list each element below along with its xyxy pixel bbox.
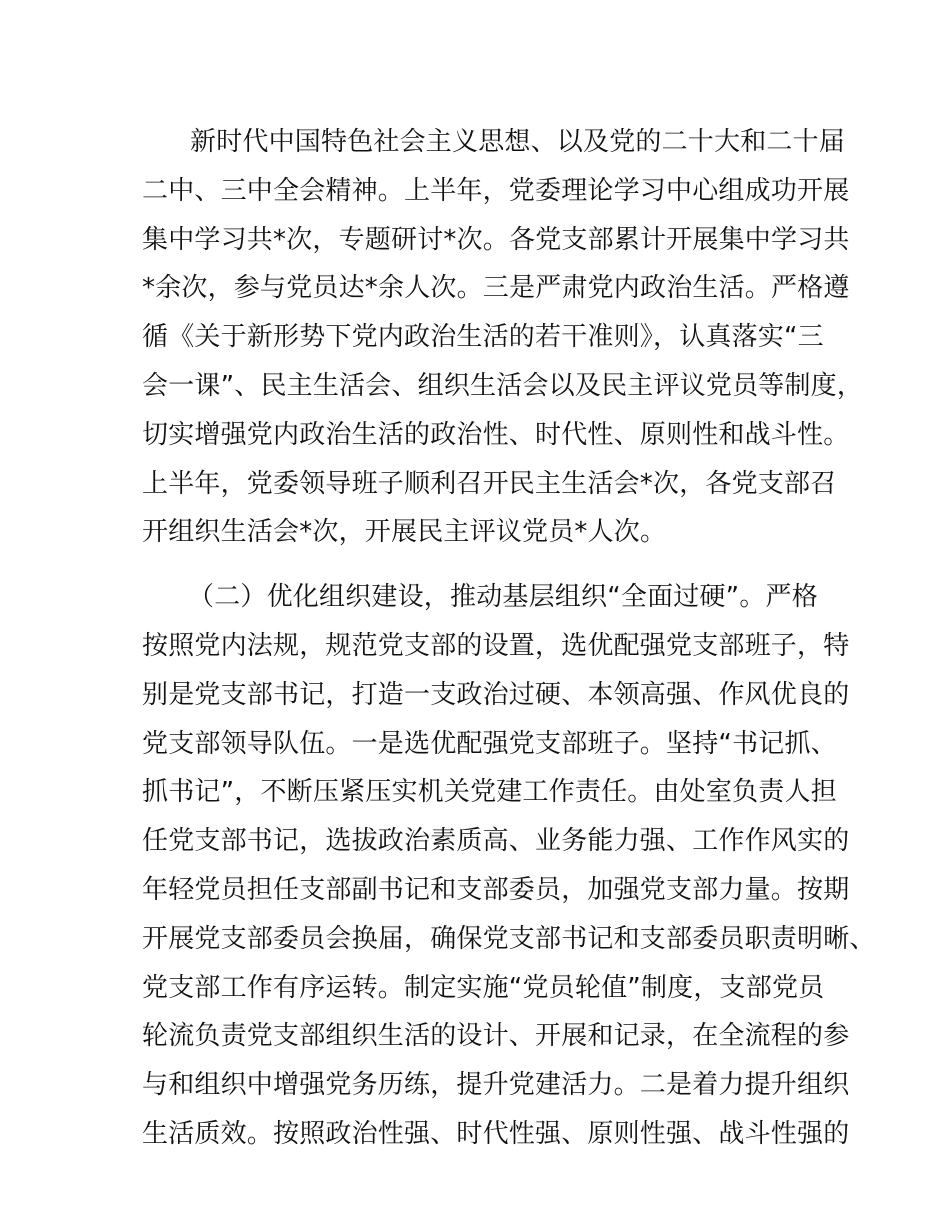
text-line: 别是党支部书记，打造一支政治过硬、本领高强、作风优良的 <box>142 679 850 710</box>
text-line: 党支部工作有序运转。制定实施“党员轮值”制度，支部党员 <box>142 972 825 1003</box>
text-line: 循《关于新形势下党内政治生活的若干准则》，认真落实“三 <box>142 322 824 353</box>
paragraph-2 <box>142 573 876 1159</box>
text-line: 年轻党员担任支部副书记和支部委员，加强党支部力量。按期 <box>142 874 850 905</box>
text-line: 上半年，党委领导班子顺利召开民主生活会*次，各党支部召 <box>142 468 837 499</box>
text-line: 与和组织中增强党务历练，提升党建活力。二是着力提升组织 <box>142 1070 850 1101</box>
text-line: 开组织生活会*次，开展民主评议党员*人次。 <box>142 517 667 548</box>
text-line: 开展党支部委员会换届，确保党支部书记和支部委员职责明晰、 <box>142 923 876 954</box>
text-line: 轮流负责党支部组织生活的设计、开展和记录，在全流程的参 <box>142 1021 850 1052</box>
text-line: （二）优化组织建设，推动基层组织“全面过硬”。严格 <box>188 582 818 613</box>
text-line: 切实增强党内政治生活的政治性、时代性、原则性和战斗性。 <box>142 419 850 450</box>
text-line: 集中学习共*次，专题研讨*次。各党支部累计开展集中学习共 <box>142 224 850 255</box>
text-line: 任党支部书记，选拔政治素质高、业务能力强、工作作风实的 <box>142 826 850 857</box>
text-line: 抓书记”，不断压紧压实机关党建工作责任。由处室负责人担 <box>142 777 837 808</box>
text-line: 会一课”、民主生活会、组织生活会以及民主评议党员等制度， <box>142 370 864 401</box>
paragraph-spacing <box>142 557 842 573</box>
text-line: 二中、三中全会精神。上半年，党委理论学习中心组成功开展 <box>142 175 850 206</box>
paragraph-1 <box>142 118 864 557</box>
text-line: *余次，参与党员达*余人次。三是严肃党内政治生活。严格遵 <box>142 273 850 304</box>
text-line: 按照党内法规，规范党支部的设置，选优配强党支部班子，特 <box>142 630 850 661</box>
text-line: 生活质效。按照政治性强、时代性强、原则性强、战斗性强的 <box>142 1118 850 1149</box>
body-text <box>142 118 876 1159</box>
text-line: 新时代中国特色社会主义思想、以及党的二十大和二十届 <box>190 127 846 157</box>
text-line: 党支部领导队伍。一是选优配强党支部班子。坚持“书记抓、 <box>142 728 837 759</box>
